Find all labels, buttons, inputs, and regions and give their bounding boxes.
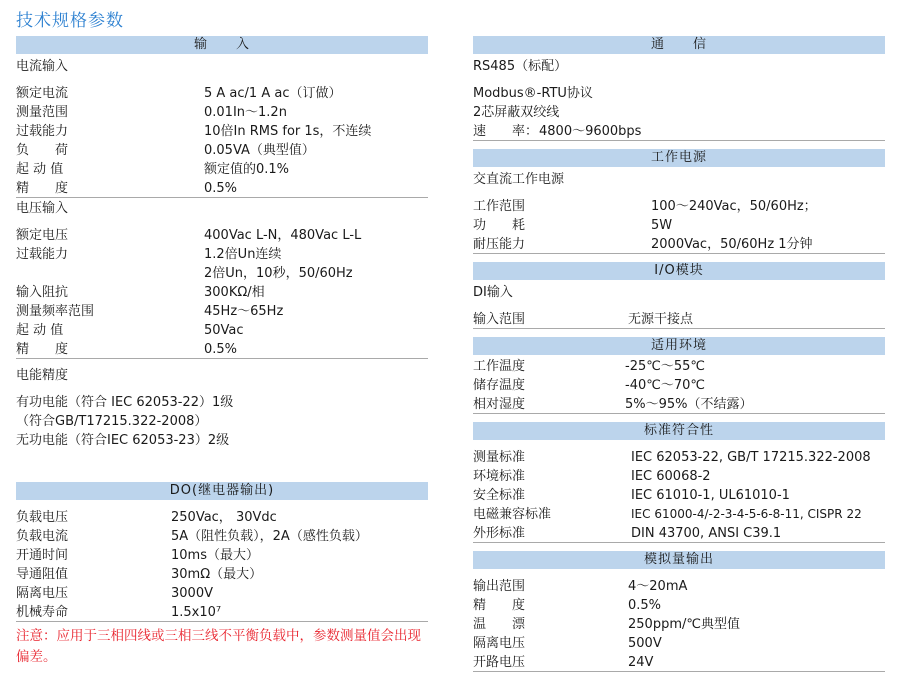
spec-row [16, 584, 428, 603]
subheading-current-input: 电流输入 [16, 59, 69, 74]
do-rows [16, 508, 428, 622]
spec-row [473, 235, 885, 254]
section-header-do: DO(继电器输出) [16, 482, 428, 500]
spec-key: 输入阻抗 [16, 285, 69, 300]
page-title: 技术规格参数 [16, 11, 124, 31]
spec-value: 4～20mA [628, 579, 688, 594]
spec-key: 速 率： [473, 124, 539, 139]
spec-key: 温 漂 [473, 617, 526, 632]
spec-value: -40℃～70℃ [625, 378, 705, 393]
spec-key: 储存温度 [473, 378, 526, 393]
spec-row [16, 508, 428, 527]
spec-key: 额定电压 [16, 228, 69, 243]
spec-key: 精 度 [16, 342, 69, 357]
spec-value: 100～240Vac，50/60Hz； [651, 199, 817, 214]
warning-note: 注意：应用于三相四线或三相三线不平衡负载中，参数测量值会出现偏差。 [16, 628, 421, 665]
spec-row [16, 160, 428, 179]
spec-value: 2倍Un，10秒，50/60Hz [204, 266, 353, 281]
spec-value: 10ms（最大） [171, 548, 259, 563]
spec-value: IEC 62053-22, GB/T 17215.322-2008 [631, 450, 871, 465]
spec-key: 工作范围 [473, 199, 526, 214]
voltage-input-rows [16, 226, 428, 359]
spec-key: 输出范围 [473, 579, 526, 594]
spec-key: 测量范围 [16, 105, 69, 120]
spec-key: 电磁兼容标准 [473, 507, 552, 522]
comm-line: Modbus®-RTU协议 [473, 86, 593, 101]
spec-row [473, 596, 885, 615]
spec-key: 负载电流 [16, 529, 69, 544]
spec-key: 过载能力 [16, 247, 69, 262]
section-header-analog-output: 模拟量输出 [473, 551, 885, 569]
spec-key: 安全标准 [473, 488, 526, 503]
spec-key: 耐压能力 [473, 237, 526, 252]
spec-row [16, 340, 428, 359]
spec-value: 250Vac， 30Vdc [171, 510, 277, 525]
spec-row [16, 603, 428, 622]
spec-key: 负 荷 [16, 143, 69, 158]
current-input-rows [16, 84, 428, 198]
spec-value: 24V [628, 655, 654, 670]
spec-value: 0.05VA（典型值） [204, 143, 315, 158]
spec-key: 隔离电压 [16, 586, 69, 601]
spec-key: 起 动 值 [16, 162, 64, 177]
spec-key: 开通时间 [16, 548, 69, 563]
spec-value: 3000V [171, 586, 213, 601]
spec-row [473, 448, 885, 467]
spec-row [16, 226, 428, 245]
spec-row [16, 321, 428, 340]
spec-value: 30mΩ（最大） [171, 567, 263, 582]
spec-key [16, 264, 204, 283]
spec-value: 500V [628, 636, 662, 651]
spec-key: 精 度 [473, 598, 526, 613]
subheading-energy-accuracy: 电能精度 [16, 368, 69, 383]
spec-row [16, 546, 428, 565]
spec-key: 工作温度 [473, 359, 526, 374]
energy-line: 无功电能（符合IEC 62053-23）2级 [16, 433, 230, 448]
spec-value: 4800～9600bps [539, 124, 642, 139]
spec-row [16, 565, 428, 584]
spec-value: IEC 60068-2 [631, 469, 711, 484]
spec-row [473, 524, 885, 543]
section-header-input: 输 入 [16, 36, 428, 54]
spec-row [16, 245, 428, 264]
spec-row [473, 122, 885, 141]
spec-row [16, 264, 428, 283]
spec-row [16, 283, 428, 302]
spec-row [473, 310, 885, 329]
comm-line: 2芯屏蔽双绞线 [473, 105, 560, 120]
spec-key: 外形标准 [473, 526, 526, 541]
spec-key: 精 度 [16, 181, 69, 196]
spec-row [16, 179, 428, 198]
spec-row [473, 467, 885, 486]
spec-row [473, 615, 885, 634]
spec-key: 功 耗 [473, 218, 526, 233]
spec-value: 5%～95%（不结露） [625, 397, 753, 412]
section-header-standards: 标准符合性 [473, 422, 885, 440]
spec-row [473, 197, 885, 216]
spec-key: 负载电压 [16, 510, 69, 525]
spec-value: DIN 43700, ANSI C39.1 [631, 526, 782, 541]
spec-value: 10倍In RMS for 1s，不连续 [204, 124, 372, 139]
spec-row [16, 103, 428, 122]
spec-key: 额定电流 [16, 86, 69, 101]
section-header-io: I/O模块 [473, 262, 885, 280]
spec-row [16, 84, 428, 103]
spec-value: 300KΩ/相 [204, 285, 265, 300]
spec-key: 测量频率范围 [16, 304, 95, 319]
spec-row [473, 505, 885, 524]
spec-row [473, 376, 885, 395]
spec-row [473, 395, 885, 414]
right-column [473, 36, 885, 672]
spec-key: 相对湿度 [473, 397, 526, 412]
spec-value: 400Vac L-N，480Vac L-L [204, 228, 362, 243]
spec-value: 50Vac [204, 323, 244, 338]
spec-value: 0.01In～1.2n [204, 105, 287, 120]
section-header-environment: 适用环境 [473, 337, 885, 355]
comm-line: RS485（标配） [473, 59, 568, 74]
spec-row [473, 634, 885, 653]
spec-value: 5 A ac/1 A ac（订做） [204, 86, 342, 101]
spec-value: 0.5% [204, 342, 238, 357]
section-header-power: 工作电源 [473, 149, 885, 167]
spec-row [473, 653, 885, 672]
spec-key: 过载能力 [16, 124, 69, 139]
section-header-communication: 通 信 [473, 36, 885, 54]
spec-key: 开路电压 [473, 655, 526, 670]
spec-row [16, 122, 428, 141]
spec-row [473, 486, 885, 505]
spec-value: 2000Vac，50/60Hz 1分钟 [651, 237, 813, 252]
subheading-power: 交直流工作电源 [473, 172, 565, 187]
spec-key: 机械寿命 [16, 605, 69, 620]
energy-line: （符合GB/T17215.322-2008） [16, 414, 208, 429]
spec-value: 45Hz～65Hz [204, 304, 284, 319]
spec-value: 5W [651, 218, 673, 233]
energy-line: 有功电能（符合 IEC 62053-22）1级 [16, 395, 234, 410]
spec-value: 无源干接点 [628, 312, 694, 327]
subheading-voltage-input: 电压输入 [16, 201, 69, 216]
spec-value: 0.5% [628, 598, 662, 613]
spec-value: IEC 61000-4/-2-3-4-5-6-8-11, CISPR 22 [631, 507, 862, 521]
spec-value: -25℃～55℃ [625, 359, 705, 374]
spec-row [16, 527, 428, 546]
spec-key: 环境标准 [473, 469, 526, 484]
spec-value: 1.2倍Un连续 [204, 247, 282, 262]
subheading-di-input: DI输入 [473, 285, 513, 300]
spec-row [473, 357, 885, 376]
spec-key: 测量标准 [473, 450, 526, 465]
spec-key: 起 动 值 [16, 323, 64, 338]
spec-row [473, 577, 885, 596]
spec-value: 额定值的0.1% [204, 162, 290, 177]
spec-row [16, 141, 428, 160]
spec-value: 0.5% [204, 181, 238, 196]
spec-key: 导通阻值 [16, 567, 69, 582]
spec-value: IEC 61010-1, UL61010-1 [631, 488, 790, 503]
spec-key: 隔离电压 [473, 636, 526, 651]
spec-row [473, 216, 885, 235]
spec-value: 250ppm/℃典型值 [628, 617, 740, 632]
spec-row [16, 302, 428, 321]
spec-key: 输入范围 [473, 312, 526, 327]
spec-value: 1.5x10⁷ [171, 605, 222, 620]
left-column [16, 36, 428, 668]
spec-value: 5A（阻性负载），2A（感性负载） [171, 529, 368, 544]
